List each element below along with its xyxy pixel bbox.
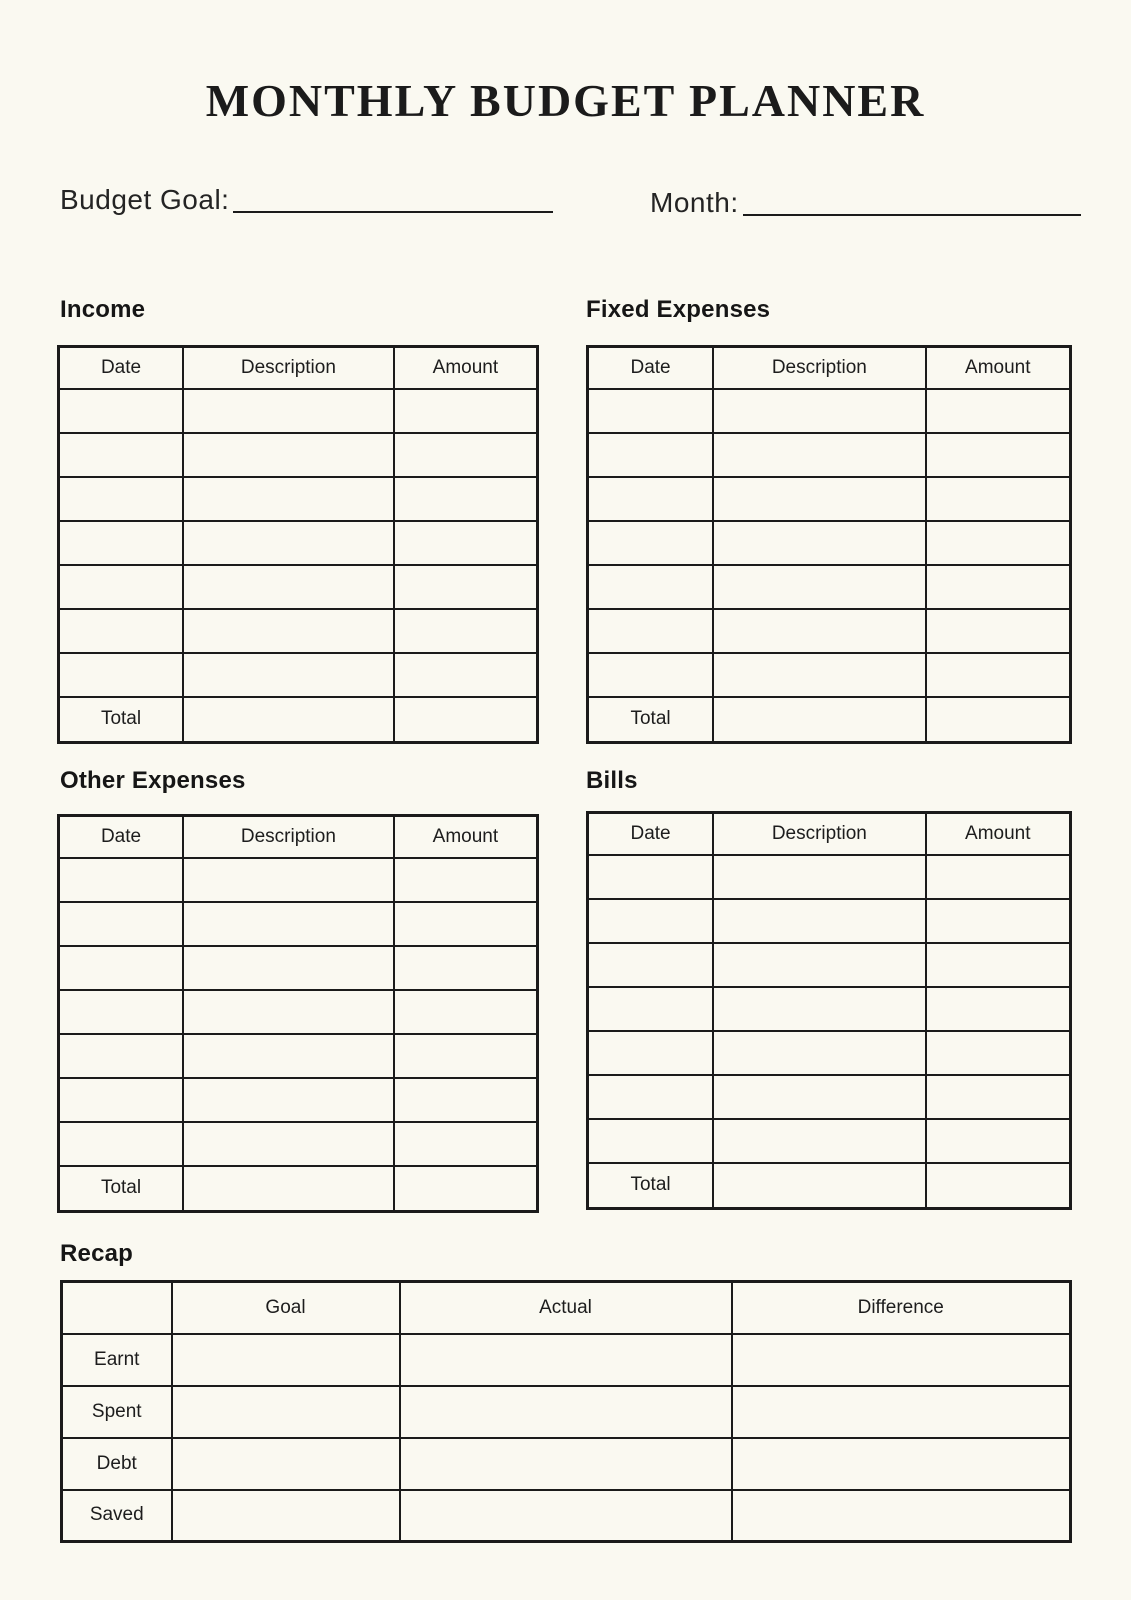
bills-amount-cell[interactable] [926, 943, 1071, 987]
fixed-expenses-amount-cell[interactable] [926, 653, 1071, 697]
income-entry-row [59, 433, 538, 477]
income-col-header-amount: Amount [394, 347, 538, 389]
other-expenses-total-amount-cell[interactable] [394, 1166, 538, 1212]
other-expenses-date-cell[interactable] [59, 902, 184, 946]
recap-saved-difference-cell[interactable] [732, 1490, 1071, 1542]
recap-col-header-goal: Goal [172, 1282, 400, 1334]
bills-description-cell[interactable] [713, 855, 926, 899]
recap-col-header-difference: Difference [732, 1282, 1071, 1334]
other-expenses-date-cell[interactable] [59, 990, 184, 1034]
fixed-expenses-entry-row [588, 521, 1071, 565]
recap-header-row [62, 1282, 1071, 1334]
other-expenses-date-cell[interactable] [59, 1078, 184, 1122]
bills-entry-row [588, 1031, 1071, 1075]
bills-amount-cell[interactable] [926, 899, 1071, 943]
fixed-expenses-heading: Fixed Expenses [586, 296, 771, 323]
income-description-cell[interactable] [183, 433, 394, 477]
recap-debt-difference-cell[interactable] [732, 1438, 1071, 1490]
other-expenses-entry-row [59, 990, 538, 1034]
recap-earnt-difference-cell[interactable] [732, 1334, 1071, 1386]
fixed-expenses-entry-row [588, 433, 1071, 477]
fixed-expenses-amount-cell[interactable] [926, 389, 1071, 433]
other-expenses-entry-row [59, 1034, 538, 1078]
income-amount-cell[interactable] [394, 609, 538, 653]
income-entry-row [59, 653, 538, 697]
bills-heading: Bills [586, 767, 638, 794]
income-date-cell[interactable] [59, 521, 184, 565]
income-date-cell[interactable] [59, 389, 184, 433]
income-header-row [59, 347, 538, 389]
income-amount-cell[interactable] [394, 389, 538, 433]
budget-goal-input-line[interactable] [233, 211, 553, 213]
other-expenses-amount-cell[interactable] [394, 902, 538, 946]
recap-table [60, 1280, 1072, 1543]
recap-earnt-actual-cell[interactable] [400, 1334, 732, 1386]
other-expenses-col-header-description: Description [183, 816, 394, 858]
other-expenses-heading: Other Expenses [60, 767, 246, 794]
income-date-cell[interactable] [59, 653, 184, 697]
bills-entry-row [588, 943, 1071, 987]
other-expenses-col-header-date: Date [59, 816, 184, 858]
income-entry-row [59, 521, 538, 565]
other-expenses-date-cell[interactable] [59, 858, 184, 902]
fixed-expenses-date-cell[interactable] [588, 653, 714, 697]
fixed-expenses-date-cell[interactable] [588, 565, 714, 609]
bills-amount-cell[interactable] [926, 1031, 1071, 1075]
income-col-header-description: Description [183, 347, 394, 389]
income-entry-row [59, 565, 538, 609]
fixed-expenses-description-cell[interactable] [713, 521, 926, 565]
month-field [650, 185, 1081, 220]
recap-earnt-row [62, 1334, 1071, 1386]
bills-date-cell[interactable] [588, 899, 714, 943]
bills-date-cell[interactable] [588, 1119, 714, 1163]
recap-spent-actual-cell[interactable] [400, 1386, 732, 1438]
bills-date-cell[interactable] [588, 1075, 714, 1119]
bills-amount-cell[interactable] [926, 1119, 1071, 1163]
other-expenses-amount-cell[interactable] [394, 858, 538, 902]
income-total-row [59, 697, 538, 743]
income-description-cell[interactable] [183, 609, 394, 653]
bills-entry-row [588, 855, 1071, 899]
income-date-cell[interactable] [59, 477, 184, 521]
bills-amount-cell[interactable] [926, 987, 1071, 1031]
other-expenses-total-description-cell[interactable] [183, 1166, 394, 1212]
income-entry-row [59, 389, 538, 433]
other-expenses-description-cell[interactable] [183, 1122, 394, 1166]
other-expenses-table [57, 814, 539, 1213]
income-total-description-cell[interactable] [183, 697, 394, 743]
fixed-expenses-total-row [588, 697, 1071, 743]
bills-total-amount-cell[interactable] [926, 1163, 1071, 1209]
recap-saved-actual-cell[interactable] [400, 1490, 732, 1542]
fixed-expenses-table [586, 345, 1072, 744]
income-description-cell[interactable] [183, 565, 394, 609]
recap-heading: Recap [60, 1240, 134, 1267]
bills-col-header-date: Date [588, 813, 714, 855]
fixed-expenses-date-cell[interactable] [588, 433, 714, 477]
other-expenses-date-cell[interactable] [59, 946, 184, 990]
income-amount-cell[interactable] [394, 433, 538, 477]
bills-total-description-cell[interactable] [713, 1163, 926, 1209]
recap-saved-goal-cell[interactable] [172, 1490, 400, 1542]
income-table [57, 345, 539, 744]
fixed-expenses-amount-cell[interactable] [926, 609, 1071, 653]
income-description-cell[interactable] [183, 477, 394, 521]
recap-col-header-actual: Actual [400, 1282, 732, 1334]
income-total-amount-cell[interactable] [394, 697, 538, 743]
income-date-cell[interactable] [59, 433, 184, 477]
bills-amount-cell[interactable] [926, 1075, 1071, 1119]
fixed-expenses-description-cell[interactable] [713, 653, 926, 697]
fixed-expenses-col-header-amount: Amount [926, 347, 1071, 389]
fixed-expenses-col-header-date: Date [588, 347, 714, 389]
income-entry-row [59, 609, 538, 653]
fixed-expenses-description-cell[interactable] [713, 389, 926, 433]
income-col-header-date: Date [59, 347, 184, 389]
other-expenses-total-row [59, 1166, 538, 1212]
bills-entry-row [588, 1075, 1071, 1119]
budget-goal-label: Budget Goal: [60, 184, 230, 215]
recap-debt-label: Debt [62, 1438, 172, 1490]
fixed-expenses-col-header-description: Description [713, 347, 926, 389]
recap-spent-goal-cell[interactable] [172, 1386, 400, 1438]
page-title: MONTHLY BUDGET PLANNER [205, 75, 926, 126]
recap-earnt-label: Earnt [62, 1334, 172, 1386]
other-expenses-entry-row [59, 946, 538, 990]
recap-debt-row [62, 1438, 1071, 1490]
bills-entry-row [588, 899, 1071, 943]
bills-col-header-amount: Amount [926, 813, 1071, 855]
other-expenses-amount-cell[interactable] [394, 946, 538, 990]
bills-total-label: Total [588, 1163, 714, 1209]
fixed-expenses-amount-cell[interactable] [926, 433, 1071, 477]
other-expenses-entry-row [59, 902, 538, 946]
fixed-expenses-date-cell[interactable] [588, 521, 714, 565]
other-expenses-description-cell[interactable] [183, 902, 394, 946]
fixed-expenses-description-cell[interactable] [713, 565, 926, 609]
fixed-expenses-date-cell[interactable] [588, 609, 714, 653]
other-expenses-header-row [59, 816, 538, 858]
income-description-cell[interactable] [183, 653, 394, 697]
bills-amount-cell[interactable] [926, 855, 1071, 899]
recap-spent-row [62, 1386, 1071, 1438]
recap-debt-actual-cell[interactable] [400, 1438, 732, 1490]
bills-entry-row [588, 987, 1071, 1031]
fixed-expenses-entry-row [588, 653, 1071, 697]
bills-table [586, 811, 1072, 1210]
fixed-expenses-description-cell[interactable] [713, 477, 926, 521]
fixed-expenses-entry-row [588, 609, 1071, 653]
bills-description-cell[interactable] [713, 1119, 926, 1163]
fixed-expenses-entry-row [588, 477, 1071, 521]
fixed-expenses-description-cell[interactable] [713, 609, 926, 653]
income-total-label: Total [59, 697, 184, 743]
recap-spent-difference-cell[interactable] [732, 1386, 1071, 1438]
recap-spent-label: Spent [62, 1386, 172, 1438]
recap-saved-label: Saved [62, 1490, 172, 1542]
recap-corner-cell [62, 1282, 172, 1334]
other-expenses-entry-row [59, 1078, 538, 1122]
other-expenses-description-cell[interactable] [183, 858, 394, 902]
other-expenses-col-header-amount: Amount [394, 816, 538, 858]
other-expenses-amount-cell[interactable] [394, 990, 538, 1034]
fixed-expenses-amount-cell[interactable] [926, 521, 1071, 565]
fixed-expenses-total-label: Total [588, 697, 714, 743]
bills-description-cell[interactable] [713, 899, 926, 943]
other-expenses-entry-row [59, 858, 538, 902]
fixed-expenses-entry-row [588, 389, 1071, 433]
income-amount-cell[interactable] [394, 565, 538, 609]
fixed-expenses-amount-cell[interactable] [926, 477, 1071, 521]
recap-saved-row [62, 1490, 1071, 1542]
other-expenses-amount-cell[interactable] [394, 1078, 538, 1122]
fixed-expenses-date-cell[interactable] [588, 477, 714, 521]
fixed-expenses-description-cell[interactable] [713, 433, 926, 477]
bills-description-cell[interactable] [713, 943, 926, 987]
income-description-cell[interactable] [183, 389, 394, 433]
bills-description-cell[interactable] [713, 1031, 926, 1075]
bills-date-cell[interactable] [588, 987, 714, 1031]
fixed-expenses-total-description-cell[interactable] [713, 697, 926, 743]
income-amount-cell[interactable] [394, 653, 538, 697]
other-expenses-description-cell[interactable] [183, 1034, 394, 1078]
bills-header-row [588, 813, 1071, 855]
income-date-cell[interactable] [59, 609, 184, 653]
bills-date-cell[interactable] [588, 855, 714, 899]
bills-entry-row [588, 1119, 1071, 1163]
income-heading: Income [60, 296, 146, 323]
bills-col-header-description: Description [713, 813, 926, 855]
income-amount-cell[interactable] [394, 477, 538, 521]
income-description-cell[interactable] [183, 521, 394, 565]
bills-description-cell[interactable] [713, 987, 926, 1031]
bills-description-cell[interactable] [713, 1075, 926, 1119]
other-expenses-entry-row [59, 1122, 538, 1166]
income-date-cell[interactable] [59, 565, 184, 609]
other-expenses-date-cell[interactable] [59, 1034, 184, 1078]
bills-total-row [588, 1163, 1071, 1209]
income-entry-row [59, 477, 538, 521]
other-expenses-description-cell[interactable] [183, 1078, 394, 1122]
bills-date-cell[interactable] [588, 943, 714, 987]
budget-goal-field [60, 182, 553, 217]
month-label: Month: [650, 187, 739, 218]
fixed-expenses-date-cell[interactable] [588, 389, 714, 433]
fixed-expenses-total-amount-cell[interactable] [926, 697, 1071, 743]
other-expenses-description-cell[interactable] [183, 946, 394, 990]
other-expenses-total-label: Total [59, 1166, 184, 1212]
other-expenses-description-cell[interactable] [183, 990, 394, 1034]
other-expenses-amount-cell[interactable] [394, 1034, 538, 1078]
income-amount-cell[interactable] [394, 521, 538, 565]
fixed-expenses-header-row [588, 347, 1071, 389]
fixed-expenses-amount-cell[interactable] [926, 565, 1071, 609]
other-expenses-date-cell[interactable] [59, 1122, 184, 1166]
bills-date-cell[interactable] [588, 1031, 714, 1075]
recap-debt-goal-cell[interactable] [172, 1438, 400, 1490]
month-input-line[interactable] [743, 214, 1081, 216]
fixed-expenses-entry-row [588, 565, 1071, 609]
other-expenses-amount-cell[interactable] [394, 1122, 538, 1166]
recap-earnt-goal-cell[interactable] [172, 1334, 400, 1386]
